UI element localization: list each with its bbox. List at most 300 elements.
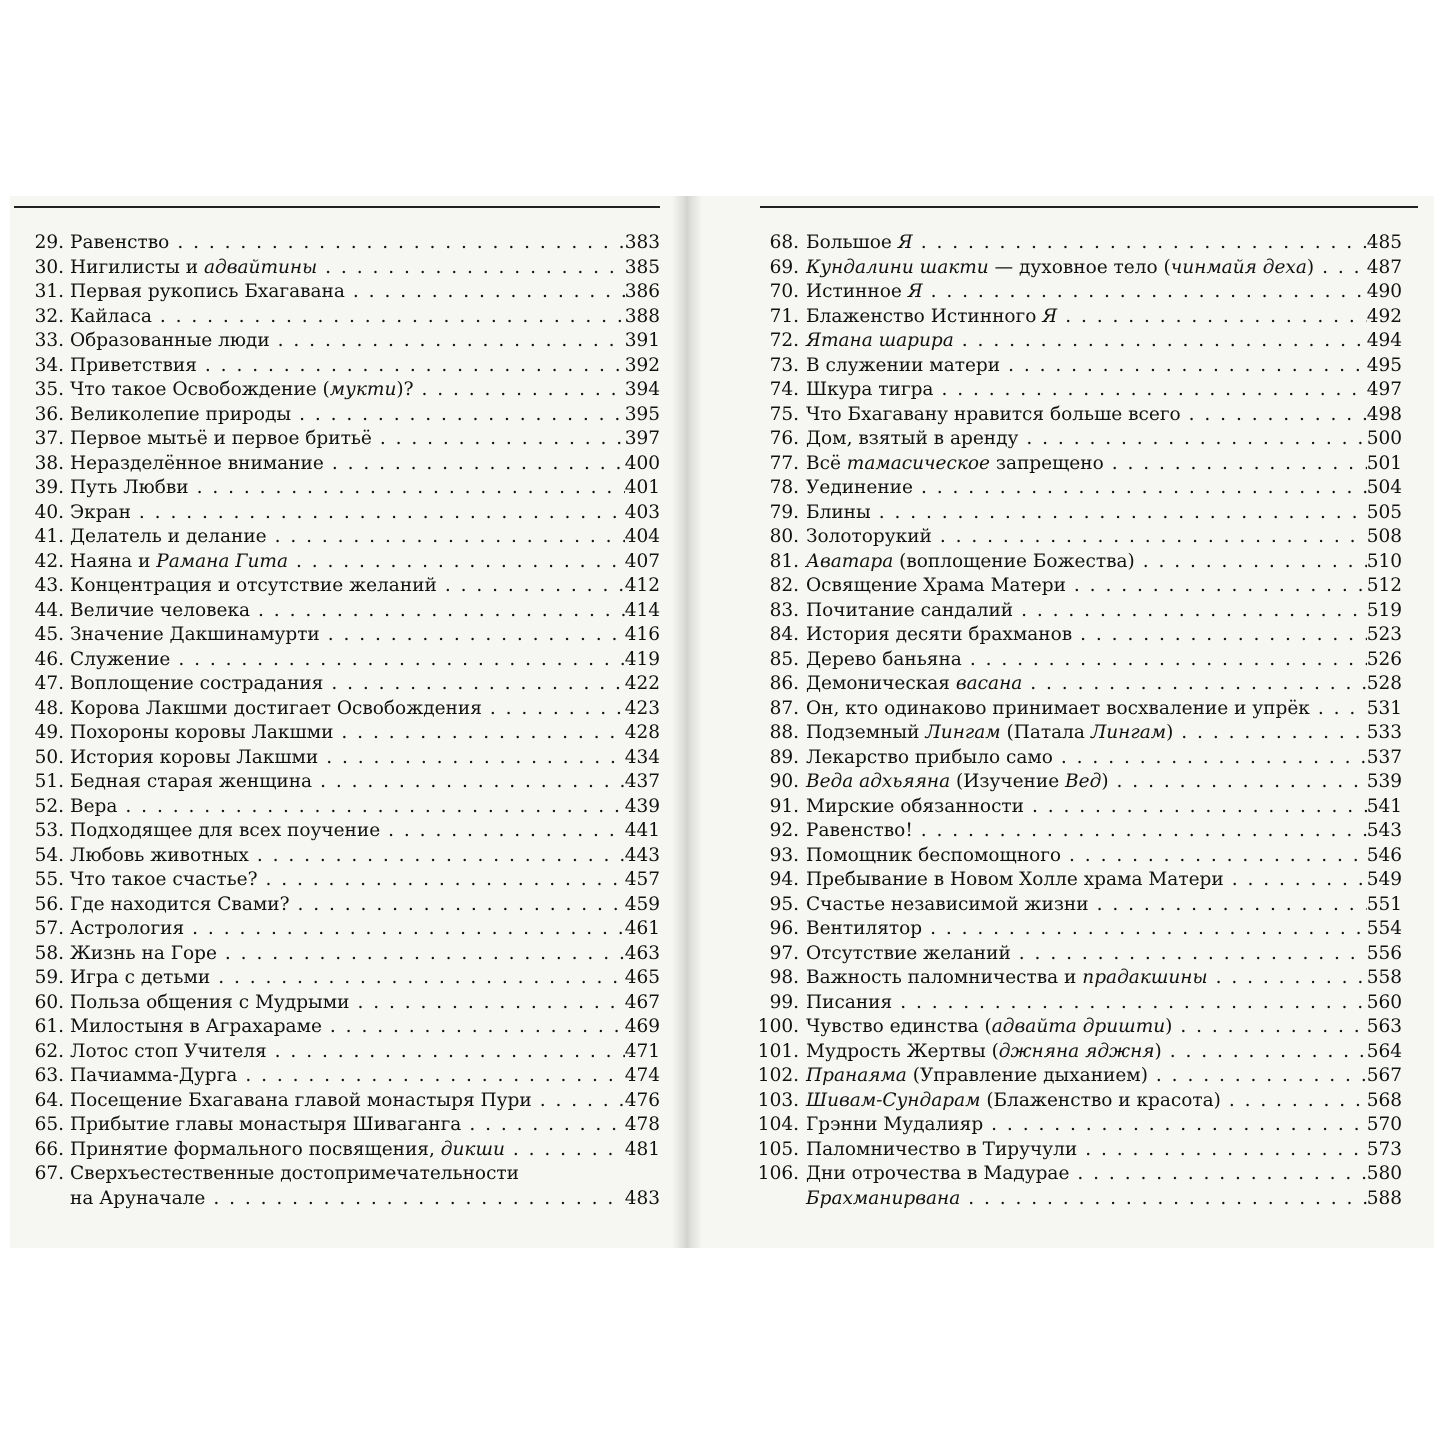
entry-body	[806, 721, 1402, 746]
toc-entry	[756, 452, 1402, 477]
entry-number: 42.	[34, 550, 64, 572]
entry-number: 37.	[34, 428, 64, 449]
dot-leader	[414, 378, 625, 403]
entry-title: Кайласа	[70, 305, 152, 327]
dot-leader	[1069, 1162, 1366, 1187]
entry-page-number: 481	[624, 1138, 660, 1160]
dot-leader	[932, 525, 1367, 550]
entry-title: Прибытие главы монастыря Шиваганга	[70, 1114, 462, 1135]
dot-leader	[960, 1187, 1366, 1212]
entry-page-number: 541	[1366, 795, 1402, 817]
entry-page-number: 492	[1366, 305, 1402, 327]
entry-title: Воплощение сострадания	[70, 673, 324, 694]
toc-entry	[756, 1162, 1402, 1187]
toc-entry	[24, 966, 660, 991]
entry-number: 72.	[769, 330, 799, 351]
entry-title: Игра с детьми	[70, 967, 211, 988]
entry-title: Милостыня в Аграхараме	[70, 1016, 322, 1037]
entry-body	[806, 231, 1402, 256]
entry-number: 54.	[34, 844, 64, 866]
toc-entry	[756, 550, 1402, 575]
entry-page-number: 560	[1366, 991, 1402, 1013]
entry-title: Помощник беспомощного	[806, 844, 1062, 866]
entry-page-number: 570	[1366, 1114, 1402, 1135]
entry-title: Наяна и Рамана Гита	[70, 550, 288, 572]
entry-page-number: 476	[624, 1089, 660, 1111]
dot-leader	[1057, 305, 1366, 330]
entry-page-number: 551	[1366, 893, 1402, 915]
entry-page-number: 428	[624, 722, 660, 743]
entry-page-number: 467	[624, 991, 660, 1013]
entry-title: История коровы Лакшми	[70, 746, 319, 768]
entry-number: 90.	[769, 771, 799, 792]
entry-page-number: 403	[624, 501, 660, 523]
dot-leader	[461, 1113, 624, 1138]
entry-number: 81.	[769, 550, 799, 572]
entry-body	[806, 256, 1402, 281]
entry-title: Похороны коровы Лакшми	[70, 722, 334, 743]
entry-title: Писания	[806, 991, 893, 1013]
entry-number: 67.	[34, 1163, 64, 1184]
entry-body	[70, 256, 660, 281]
entry-number: 84.	[769, 624, 799, 645]
entry-number: 48.	[34, 697, 64, 719]
entry-title: Любовь животных	[70, 844, 249, 866]
toc-entry	[24, 697, 660, 722]
entry-title: Первая рукопись Бхагавана	[70, 281, 345, 302]
entry-body	[70, 525, 660, 550]
entry-page-number: 501	[1366, 452, 1402, 474]
entry-body	[70, 648, 660, 673]
toc-entry	[756, 991, 1402, 1016]
toc-entry	[756, 697, 1402, 722]
entry-page-number: 498	[1366, 403, 1402, 425]
entry-title: Где находится Свами?	[70, 893, 290, 915]
entry-title: Чувство единства (адвайта дришти)	[806, 1016, 1173, 1037]
entry-number: 100.	[757, 1016, 799, 1037]
toc-entry	[756, 648, 1402, 673]
entry-page-number: 508	[1366, 526, 1402, 547]
entry-number: 73.	[769, 354, 799, 376]
toc-entry	[24, 501, 660, 526]
entry-page-number: 549	[1366, 869, 1402, 890]
book-gutter	[672, 196, 702, 1248]
entry-body	[806, 501, 1402, 526]
entry-number: 59.	[34, 967, 64, 988]
toc-entry	[24, 819, 660, 844]
toc-entry	[24, 305, 660, 330]
entry-number: 57.	[34, 918, 64, 939]
entry-number: 43.	[34, 575, 64, 596]
toc-entry	[24, 672, 660, 697]
entry-title: Посещение Бхагавана главой монастыря Пури	[70, 1089, 532, 1111]
entry-body	[70, 672, 660, 697]
toc-entry	[756, 354, 1402, 379]
entry-title: Счастье независимой жизни	[806, 893, 1089, 915]
entry-title: Значение Дакшинамурти	[70, 624, 320, 645]
entry-page-number: 494	[1366, 330, 1402, 351]
entry-page-number: 510	[1366, 550, 1402, 572]
entry-page-number: 388	[624, 305, 660, 327]
entry-number: 56.	[34, 893, 64, 915]
entry-page-number: 564	[1366, 1040, 1402, 1062]
dot-leader	[871, 501, 1367, 526]
entry-number: 82.	[769, 575, 799, 596]
dot-leader	[923, 280, 1367, 305]
toc-entry	[756, 1064, 1402, 1089]
toc-entry	[24, 280, 660, 305]
entry-body	[70, 574, 660, 599]
entry-body	[70, 550, 660, 575]
toc-entry	[24, 256, 660, 281]
toc-entry	[756, 942, 1402, 967]
toc-entry	[24, 574, 660, 599]
entry-title: Блаженство Истинного Я	[806, 305, 1058, 327]
dot-leader	[333, 721, 624, 746]
entry-page-number: 437	[624, 771, 660, 792]
entry-number: 92.	[769, 820, 799, 841]
toc-entry	[24, 354, 660, 379]
entry-body	[806, 1089, 1402, 1114]
toc-entry	[756, 329, 1402, 354]
entry-title: Равенство	[70, 232, 170, 253]
toc-entry	[24, 893, 660, 918]
entry-body	[70, 427, 660, 452]
entry-number: 38.	[34, 452, 64, 474]
entry-body	[70, 819, 660, 844]
dot-leader	[152, 305, 625, 330]
dot-leader	[290, 893, 625, 918]
entry-page-number: 419	[624, 648, 660, 670]
entry-page-number: 463	[624, 942, 660, 964]
toc-entry	[756, 501, 1402, 526]
entry-title: Дерево баньяна	[806, 648, 962, 670]
toc-entry	[756, 378, 1402, 403]
entry-number: 68.	[769, 232, 799, 253]
entry-title: Служение	[70, 648, 171, 670]
dot-leader	[317, 256, 625, 281]
entry-page-number: 533	[1366, 722, 1402, 743]
entry-body	[806, 403, 1402, 428]
entry-body	[70, 721, 660, 746]
entry-number: 79.	[769, 501, 799, 523]
entry-number: 50.	[34, 746, 64, 768]
entry-body	[70, 795, 660, 820]
entry-number: 46.	[34, 648, 64, 670]
toc-entry	[756, 1040, 1402, 1065]
entry-number: 70.	[769, 281, 799, 302]
dot-leader	[962, 648, 1367, 673]
entry-page-number: 469	[624, 1016, 660, 1037]
entry-number: 95.	[769, 893, 799, 915]
entry-title: Он, кто одинаково принимает восхваление и упрёк	[806, 697, 1310, 719]
dot-leader	[320, 623, 625, 648]
toc-entry	[24, 844, 660, 869]
toc-entry	[24, 403, 660, 428]
entry-number: 60.	[34, 991, 64, 1013]
entry-title: Брахманирвана	[806, 1187, 961, 1209]
toc-entry	[24, 525, 660, 550]
dot-leader	[205, 1187, 624, 1212]
entry-page-number: 537	[1366, 746, 1402, 768]
entry-body	[70, 623, 660, 648]
entry-title: Важность паломничества и прадакшины	[806, 967, 1208, 988]
entry-title: Аватара (воплощение Божества)	[806, 550, 1135, 572]
entry-body	[70, 746, 660, 771]
entry-page-number: 490	[1366, 281, 1402, 302]
entry-number: 29.	[34, 232, 64, 253]
entry-number: 69.	[769, 256, 799, 278]
toc-entry	[24, 623, 660, 648]
dot-leader	[184, 917, 625, 942]
toc-entry	[24, 476, 660, 501]
entry-title: Истинное Я	[806, 281, 923, 302]
dot-leader	[1310, 697, 1367, 722]
entry-page-number: 485	[1366, 232, 1402, 253]
entry-body	[806, 280, 1402, 305]
dot-leader	[1172, 1015, 1366, 1040]
entry-page-number: 457	[624, 869, 660, 890]
entry-title: Экран	[70, 501, 131, 523]
entry-title: Пачиамма-Дурга	[70, 1065, 238, 1086]
entry-body	[70, 452, 660, 477]
dot-leader	[1221, 1089, 1367, 1114]
entry-page-number: 539	[1366, 771, 1402, 792]
entry-title: Принятие формального посвящения, дикши	[70, 1138, 505, 1160]
entry-body	[70, 1064, 660, 1089]
entry-number: 88.	[769, 722, 799, 743]
entry-number: 91.	[769, 795, 799, 817]
entry-number: 49.	[34, 722, 64, 743]
dot-leader	[267, 525, 625, 550]
toc-entry	[756, 476, 1402, 501]
toc-entry	[756, 599, 1402, 624]
entry-body	[806, 1113, 1402, 1138]
entry-body	[70, 1040, 660, 1065]
toc-entry	[756, 280, 1402, 305]
entry-title: Пранаяма (Управление дыханием)	[806, 1065, 1148, 1086]
dot-leader	[372, 427, 625, 452]
header-rule-right	[760, 206, 1418, 208]
entry-title: Пребывание в Новом Холле храма Матери	[806, 869, 1224, 890]
toc-entry	[24, 427, 660, 452]
entry-body	[806, 672, 1402, 697]
entry-title: Большое Я	[806, 232, 913, 253]
entry-number: 93.	[769, 844, 799, 866]
entry-page-number: 471	[624, 1040, 660, 1062]
dot-leader	[1224, 868, 1367, 893]
entry-body	[806, 452, 1402, 477]
dot-leader	[197, 354, 625, 379]
toc-entry	[756, 819, 1402, 844]
entry-number: 97.	[769, 942, 799, 964]
dot-leader	[210, 966, 625, 991]
toc-entry	[756, 403, 1402, 428]
dot-leader	[1208, 966, 1367, 991]
toc-entry	[24, 991, 660, 1016]
toc-entry	[24, 1015, 660, 1040]
entry-page-number: 401	[624, 477, 660, 498]
dot-leader	[1066, 574, 1367, 599]
entry-page-number: 504	[1366, 477, 1402, 498]
entry-page-number: 505	[1366, 501, 1402, 523]
entry-body	[70, 697, 660, 722]
entry-body	[70, 305, 660, 330]
toc-entry	[24, 1138, 660, 1163]
entry-number: 98.	[769, 967, 799, 988]
toc-entry	[756, 672, 1402, 697]
entry-number: 33.	[34, 330, 64, 351]
entry-title: Бедная старая женщина	[70, 771, 313, 792]
entry-body	[70, 868, 660, 893]
dot-leader	[1011, 942, 1367, 967]
entry-body	[70, 942, 660, 967]
entry-number: 65.	[34, 1114, 64, 1135]
dot-leader	[983, 1113, 1367, 1138]
entry-number: 61.	[34, 1016, 64, 1037]
dot-leader	[189, 476, 625, 501]
dot-leader	[1018, 427, 1366, 452]
entry-title: Почитание сандалий	[806, 599, 1014, 621]
toc-entry	[756, 917, 1402, 942]
entry-title: на Аруначале	[70, 1187, 206, 1209]
entry-page-number: 407	[624, 550, 660, 572]
entry-page-number: 487	[1366, 256, 1402, 278]
entry-title: Вера	[70, 795, 118, 817]
toc-entry	[24, 452, 660, 477]
entry-page-number: 385	[624, 256, 660, 278]
entry-body	[70, 476, 660, 501]
entry-title: Ятана шарира	[806, 330, 954, 351]
dot-leader	[437, 574, 625, 599]
entry-page-number: 397	[624, 428, 660, 449]
entry-body	[70, 966, 660, 991]
toc-entry	[756, 746, 1402, 771]
entry-body	[806, 1015, 1402, 1040]
entry-title: Польза общения с Мудрыми	[70, 991, 350, 1013]
entry-page-number: 568	[1366, 1089, 1402, 1111]
dot-leader	[249, 844, 625, 869]
dot-leader	[345, 280, 625, 305]
dot-leader	[324, 452, 625, 477]
entry-title: Шкура тигра	[806, 379, 934, 400]
entry-title: Шивам-Сундарам (Блаженство и красота)	[806, 1089, 1221, 1111]
entry-body	[806, 770, 1402, 795]
entry-number: 77.	[769, 452, 799, 474]
dot-leader	[380, 819, 625, 844]
dot-leader	[933, 378, 1366, 403]
entry-body	[70, 231, 660, 256]
toc-entry	[24, 1162, 660, 1211]
entry-title: Демоническая васана	[806, 673, 1023, 694]
entry-title: Мирские обязанности	[806, 795, 1024, 817]
toc-entry	[756, 574, 1402, 599]
toc-entry	[756, 721, 1402, 746]
entry-title: Величие человека	[70, 599, 251, 621]
entry-body	[70, 1138, 660, 1163]
toc-list-left	[24, 231, 660, 1211]
entry-title: Неразделённое внимание	[70, 452, 324, 474]
entry-title: Грэнни Мудалияр	[806, 1114, 984, 1135]
dot-leader	[1148, 1064, 1367, 1089]
entry-title: Дни отрочества в Мадурае	[806, 1163, 1070, 1184]
dot-leader	[1022, 672, 1366, 697]
entry-number: 105.	[757, 1138, 799, 1160]
entry-number: 74.	[769, 379, 799, 400]
toc-entry	[756, 795, 1402, 820]
dot-leader	[1077, 1138, 1366, 1163]
entry-page-number: 546	[1366, 844, 1402, 866]
entry-title: В служении матери	[806, 354, 1001, 376]
entry-number: 62.	[34, 1040, 64, 1062]
entry-title: Что такое счастье?	[70, 869, 258, 890]
entry-number: 96.	[769, 918, 799, 939]
entry-title: Блины	[806, 501, 871, 523]
toc-entry	[24, 1089, 660, 1114]
entry-title: Освящение Храма Матери	[806, 575, 1066, 596]
toc-entry	[24, 1040, 660, 1065]
dot-leader	[1109, 770, 1367, 795]
dot-leader	[913, 231, 1367, 256]
entry-page-number: 423	[624, 697, 660, 719]
entry-number: 106.	[757, 1163, 799, 1184]
entry-title: Уединение	[806, 477, 913, 498]
dot-leader	[258, 868, 625, 893]
entry-title: Корова Лакшми достигает Освобождения	[70, 697, 482, 719]
dot-leader	[922, 917, 1367, 942]
entry-title: Подходящее для всех поучение	[70, 820, 381, 841]
toc-entry	[756, 770, 1402, 795]
entry-number: 52.	[34, 795, 64, 817]
entry-page-number: 580	[1366, 1163, 1402, 1184]
dot-leader	[1089, 893, 1367, 918]
entry-page-number: 543	[1366, 820, 1402, 841]
toc-entry	[756, 305, 1402, 330]
entry-number: 47.	[34, 673, 64, 694]
entry-body	[70, 378, 660, 403]
entry-page-number: 434	[624, 746, 660, 768]
toc-entry	[756, 893, 1402, 918]
entry-number: 86.	[769, 673, 799, 694]
entry-body	[70, 1113, 660, 1138]
dot-leader	[267, 1040, 625, 1065]
header-rule-left	[14, 206, 660, 208]
toc-entry	[756, 256, 1402, 281]
entry-body	[70, 329, 660, 354]
entry-body	[70, 1015, 660, 1040]
entry-page-number: 573	[1366, 1138, 1402, 1160]
entry-page-number: 386	[624, 281, 660, 302]
entry-page-number: 495	[1366, 354, 1402, 376]
dot-leader	[1173, 721, 1366, 746]
entry-page-number: 422	[624, 673, 660, 694]
entry-body	[70, 1187, 660, 1212]
entry-body	[806, 1064, 1402, 1089]
entry-body	[806, 476, 1402, 501]
dot-leader	[913, 476, 1367, 501]
entry-page-number: 395	[624, 403, 660, 425]
entry-title: Веда адхьяяна (Изучение Вед)	[806, 771, 1109, 792]
entry-number: 30.	[34, 256, 64, 278]
entry-title: Кундалини шакти — духовное тело (чинмайя деха)	[806, 256, 1315, 278]
dot-leader	[1181, 403, 1367, 428]
entry-page-number: 500	[1366, 428, 1402, 449]
entry-number: 34.	[34, 354, 64, 376]
toc-entry	[24, 599, 660, 624]
toc-entry	[24, 648, 660, 673]
dot-leader	[323, 672, 624, 697]
entry-number: 87.	[769, 697, 799, 719]
